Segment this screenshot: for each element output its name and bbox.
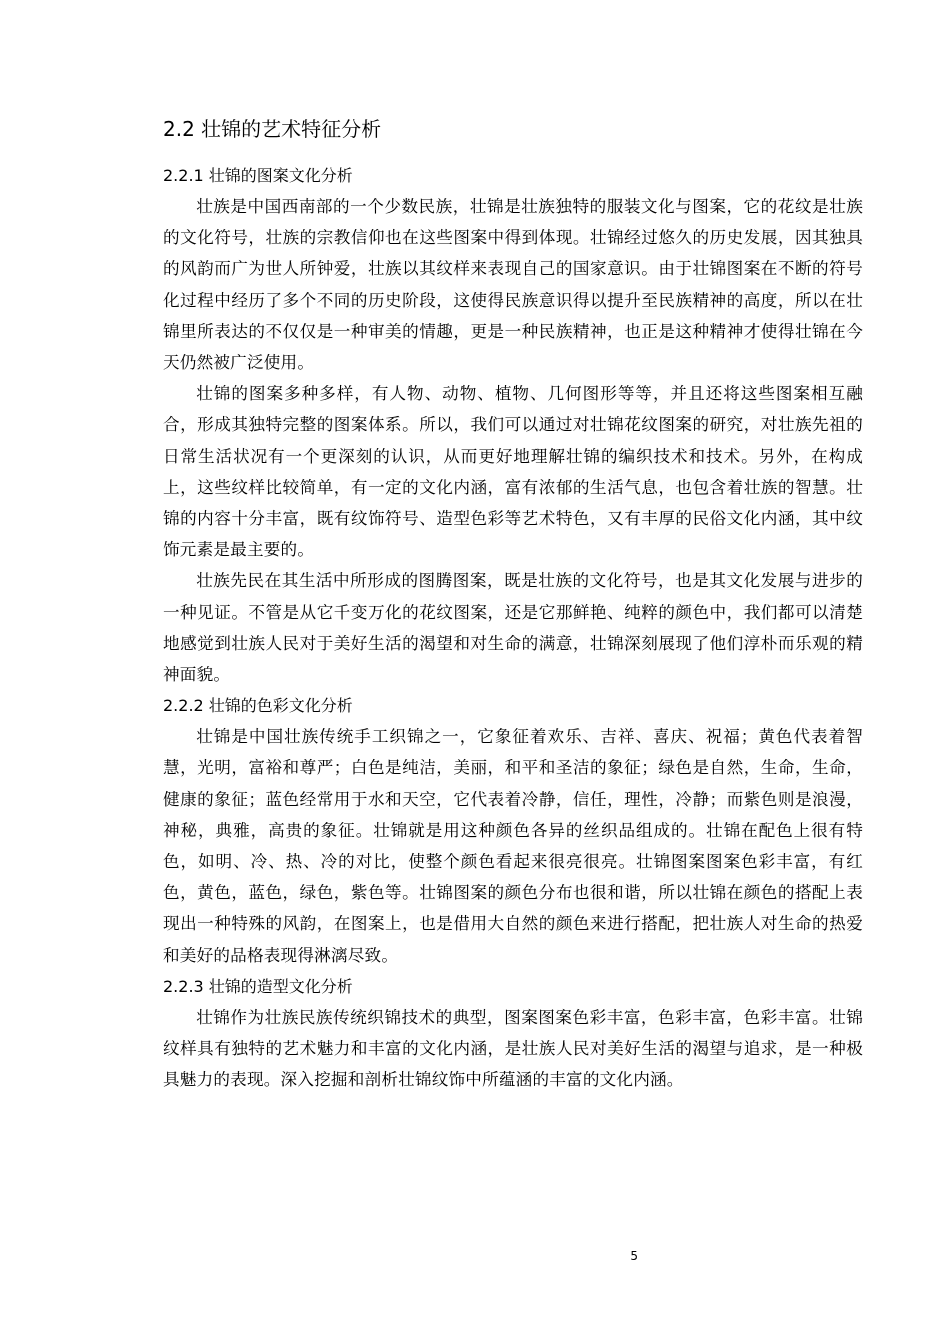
page-number: 5 bbox=[630, 1249, 638, 1263]
section-title: 2.2 壮锦的艺术特征分析 bbox=[163, 117, 382, 141]
paragraph: 壮族是中国西南部的一个少数民族，壮锦是壮族独特的服装文化与图案，它的花纹是壮族的文化符号，壮族的宗教信仰也在这些图案中得到体现。壮锦经过悠久的历史发展，因其独具的风韵而广为世人所钟爱，壮族以其纹样来表现自己的国家意识。由于壮锦图案在不断的符号化过程中经历了多个不同的历史阶段，这使得民族意识得以提升至民族精神的高度，所以在壮锦里所表达的不仅仅是一种审美的情趣，更是一种民族精神，也正是这种精神才使得壮锦在今天仍然被广泛使用。 bbox=[163, 197, 863, 373]
subsection-title-shape: 2.2.3 壮锦的造型文化分析 bbox=[163, 976, 353, 996]
paragraph: 壮锦是中国壮族传统手工织锦之一，它象征着欢乐、吉祥、喜庆、祝福；黄色代表着智慧，光明，富裕和尊严；白色是纯洁，美丽，和平和圣洁的象征；绿色是自然，生命，生命，健康的象征；蓝色经常用于水和天空，它代表着冷静，信任，理性，冷静；而紫色则是浪漫，神秘，典雅，高贵的象征。壮锦就是用这种颜色各异的丝织品组成的。壮锦在配色上很有特色，如明、冷、热、冷的对比，使整个颜色看起来很亮很亮。壮锦图案图案色彩丰富，有红色，黄色，蓝色，绿色，紫色等。壮锦图案的颜色分布也很和谐，所以壮锦在颜色的搭配上表现出一种特殊的风韵，在图案上，也是借用大自然的颜色来进行搭配，把壮族人对生命的热爱和美好的品格表现得淋漓尽致。 bbox=[163, 727, 863, 965]
document-body bbox=[163, 160, 863, 1095]
document-page bbox=[163, 0, 863, 1344]
subsection-title-color: 2.2.2 壮锦的色彩文化分析 bbox=[163, 696, 353, 716]
subsection-title-pattern: 2.2.1 壮锦的图案文化分析 bbox=[163, 166, 353, 185]
paragraph: 壮族先民在其生活中所形成的图腾图案，既是壮族的文化符号，也是其文化发展与进步的一种见证。不管是从它千变万化的花纹图案，还是它那鲜艳、纯粹的颜色中，我们都可以清楚地感觉到壮族人民对于美好生活的渴望和对生命的满意，壮锦深刻展现了他们淳朴而乐观的精神面貌。 bbox=[163, 571, 863, 685]
paragraph: 壮锦的图案多种多样，有人物、动物、植物、几何图形等等，并且还将这些图案相互融合，形成其独特完整的图案体系。所以，我们可以通过对壮锦花纹图案的研究，对壮族先祖的日常生活状况有一个更深刻的认识，从而更好地理解壮锦的编织技术和技术。另外，在构成上，这些纹样比较简单，有一定的文化内涵，富有浓郁的生活气息，也包含着壮族的智慧。壮锦的内容十分丰富，既有纹饰符号、造型色彩等艺术特色，又有丰厚的民俗文化内涵，其中纹饰元素是最主要的。 bbox=[163, 384, 863, 560]
paragraph: 壮锦作为壮族民族传统织锦技术的典型，图案图案色彩丰富，色彩丰富，色彩丰富。壮锦纹样具有独特的艺术魅力和丰富的文化内涵，是壮族人民对美好生活的渴望与追求，是一种极具魅力的表现。深入挖掘和剖析壮锦纹饰中所蕴涵的丰富的文化内涵。 bbox=[163, 1007, 863, 1090]
